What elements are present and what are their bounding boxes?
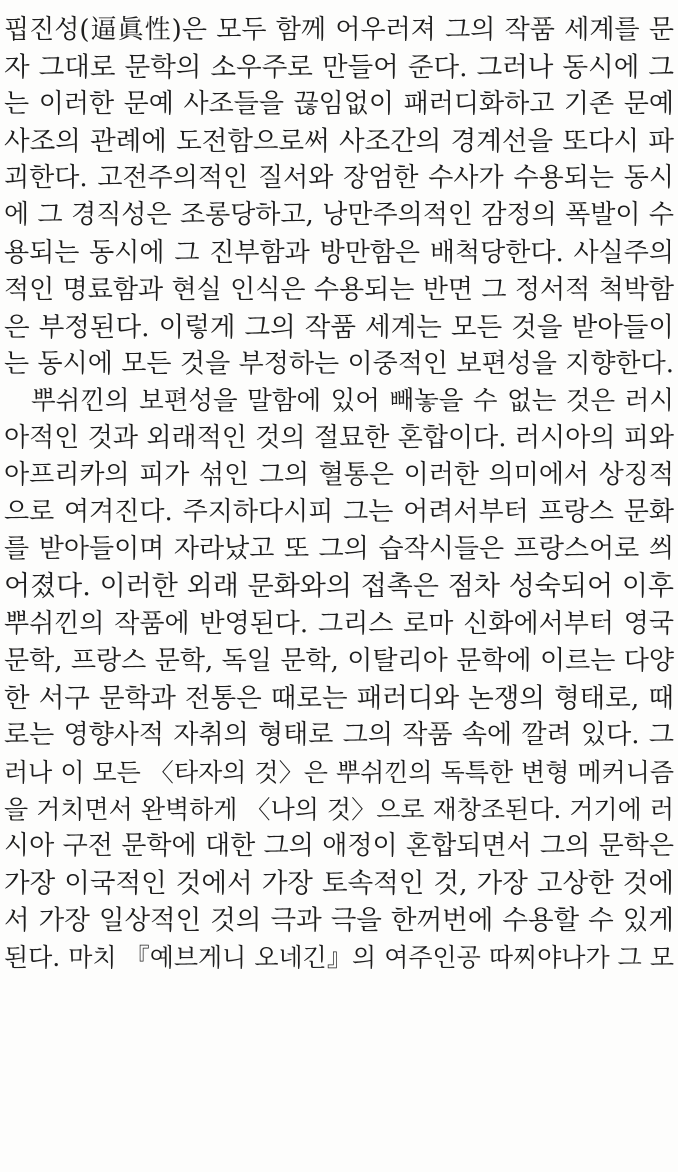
text-line: 에 그 경직성은 조롱당하고, 낭만주의적인 감정의 폭발이 수: [4, 200, 674, 231]
text-line: 은 부정된다. 이렇게 그의 작품 세계는 모든 것을 받아들이: [4, 311, 674, 343]
text-line: 어졌다. 이러한 외래 문화와의 접촉은 점차 성숙되어 이후: [4, 571, 674, 603]
text-line: 로는 영향사적 자취의 형태로 그의 작품 속에 깔려 있다. 그: [4, 719, 674, 750]
text-line: 를 받아들이며 자라났고 또 그의 습작시들은 프랑스어로 씌: [4, 534, 674, 565]
text-line: 뿌쉬낀의 작품에 반영된다. 그리스 로마 신화에서부터 영국: [4, 608, 674, 639]
text-line: 용되는 동시에 그 진부함과 방만함은 배척당한다. 사실주의: [4, 237, 674, 268]
paragraph-2: [4, 383, 674, 977]
text-line: 러나 이 모든 〈타자의 것〉은 뿌쉬낀의 독특한 변형 메커니즘: [4, 757, 674, 787]
text-line: 핍진성(逼眞性)은 모두 함께 어우러져 그의 작품 세계를 문: [4, 15, 674, 45]
text-line: 는 동시에 모든 것을 부정하는 이중적인 보편성을 지향한다.: [4, 348, 674, 379]
text-line: 적인 명료함과 현실 인식은 수용되는 반면 그 정서적 척박함: [4, 274, 674, 305]
text-line: 서 가장 일상적인 것의 극과 극을 한꺼번에 수용할 수 있게: [4, 905, 674, 937]
paragraph-1: [4, 12, 674, 383]
text-line: 괴한다. 고전주의적인 질서와 장엄한 수사가 수용되는 동시: [4, 163, 674, 194]
text-line: 아프리카의 피가 섞인 그의 혈통은 이러한 의미에서 상징적: [4, 460, 674, 491]
text-line: 을 거치면서 완벽하게 〈나의 것〉으로 재창조된다. 거기에 러: [4, 794, 674, 824]
text-line: 사조의 관례에 도전함으로써 사조간의 경계선을 또다시 파: [4, 126, 674, 158]
text-line: 한 서구 문학과 전통은 때로는 패러디와 논쟁의 형태로, 때: [4, 682, 674, 714]
text-line: 는 이러한 문예 사조들을 끊임없이 패러디화하고 기존 문예: [4, 89, 674, 120]
text-line: 으로 여겨진다. 주지하다시피 그는 어려서부터 프랑스 문화: [4, 497, 674, 528]
text-line-indented: 뿌쉬낀의 보편성을 말함에 있어 빼놓을 수 없는 것은 러시: [31, 385, 674, 416]
text-line: 가장 이국적인 것에서 가장 토속적인 것, 가장 고상한 것에: [4, 868, 674, 900]
text-line: 아적인 것과 외래적인 것의 절묘한 혼합이다. 러시아의 피와: [4, 423, 674, 454]
text-line: 시아 구전 문학에 대한 그의 애정이 혼합되면서 그의 문학은: [4, 831, 674, 862]
text-line: 자 그대로 문학의 소우주로 만들어 준다. 그러나 동시에 그: [4, 52, 674, 84]
text-line: 문학, 프랑스 문학, 독일 문학, 이탈리아 문학에 이르는 다양: [4, 645, 674, 676]
text-line: 된다. 마치 『예브게니 오네긴』의 여주인공 따찌야나가 그 모: [4, 943, 674, 973]
